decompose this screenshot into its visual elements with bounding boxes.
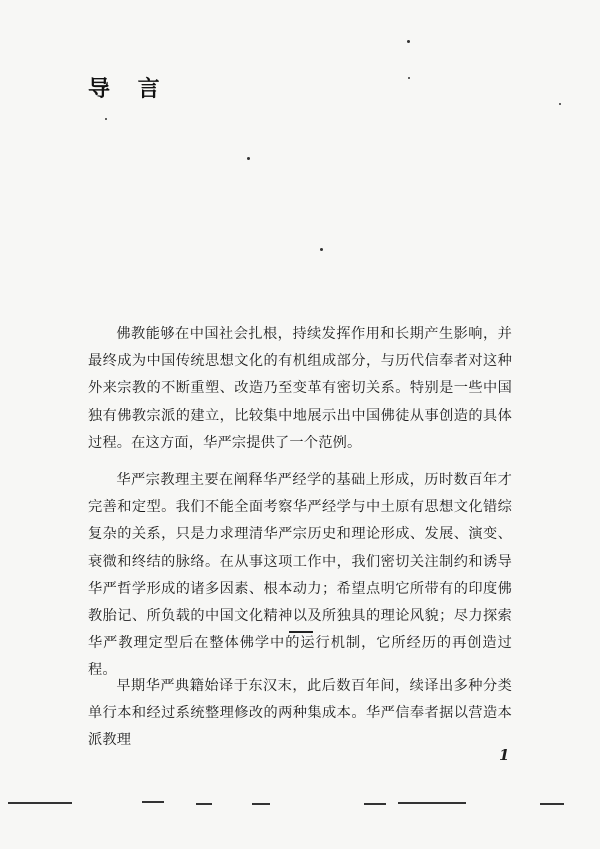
scan-speck [407, 40, 410, 43]
section-numeral-one [289, 631, 313, 633]
paragraph-2 [88, 467, 512, 685]
scan-rule [142, 801, 164, 803]
paragraph-3-text: 早期华严典籍始译于东汉末，此后数百年间，续译出多种分类单行本和经过系统整理修改的两种集成本。华严信奉者据以营造本派教理 [88, 678, 512, 749]
page-number: 1 [499, 746, 510, 764]
scan-rule [398, 802, 466, 804]
scan-speck [247, 157, 250, 160]
scan-rule [196, 803, 212, 805]
scan-speck [559, 103, 561, 105]
scan-rule [252, 803, 270, 805]
scan-rule [540, 803, 564, 805]
scan-rule [364, 803, 386, 805]
page-title: 导 言 [88, 77, 170, 102]
paragraph-1 [88, 321, 512, 457]
paragraph-1-text: 佛教能够在中国社会扎根，持续发挥作用和长期产生影响，并最终成为中国传统思想文化的有机组成部分，与历代信奉者对这种外来宗教的不断重塑、改造乃至变革有密切关系。特别是一些中国独有佛教宗派的建立，比较集中地展示出中国佛徒从事创造的具体过程。在这方面，华严宗提供了一个范例。 [88, 326, 512, 451]
scan-rule [8, 802, 72, 804]
paragraph-2-text: 华严宗教理主要在阐释华严经学的基础上形成，历时数百年才完善和定型。我们不能全面考察华严经学与中土原有思想文化错综复杂的关系，只是力求理清华严宗历史和理论形成、发展、演变、衰微和终结的脉络。在从事这项工作中，我们密切关注制约和诱导华严哲学形成的诸多因素、根本动力；希望点明它所带有的印度佛教胎记、所负载的中国文化精神以及所独具的理论风貌；尽力探索华严教理定型后在整体佛学中的运行机制，它所经历的再创造过程。 [88, 472, 512, 679]
scan-speck [105, 118, 107, 120]
paragraph-3 [88, 673, 512, 755]
scan-speck [320, 248, 323, 251]
scan-speck [408, 77, 410, 79]
